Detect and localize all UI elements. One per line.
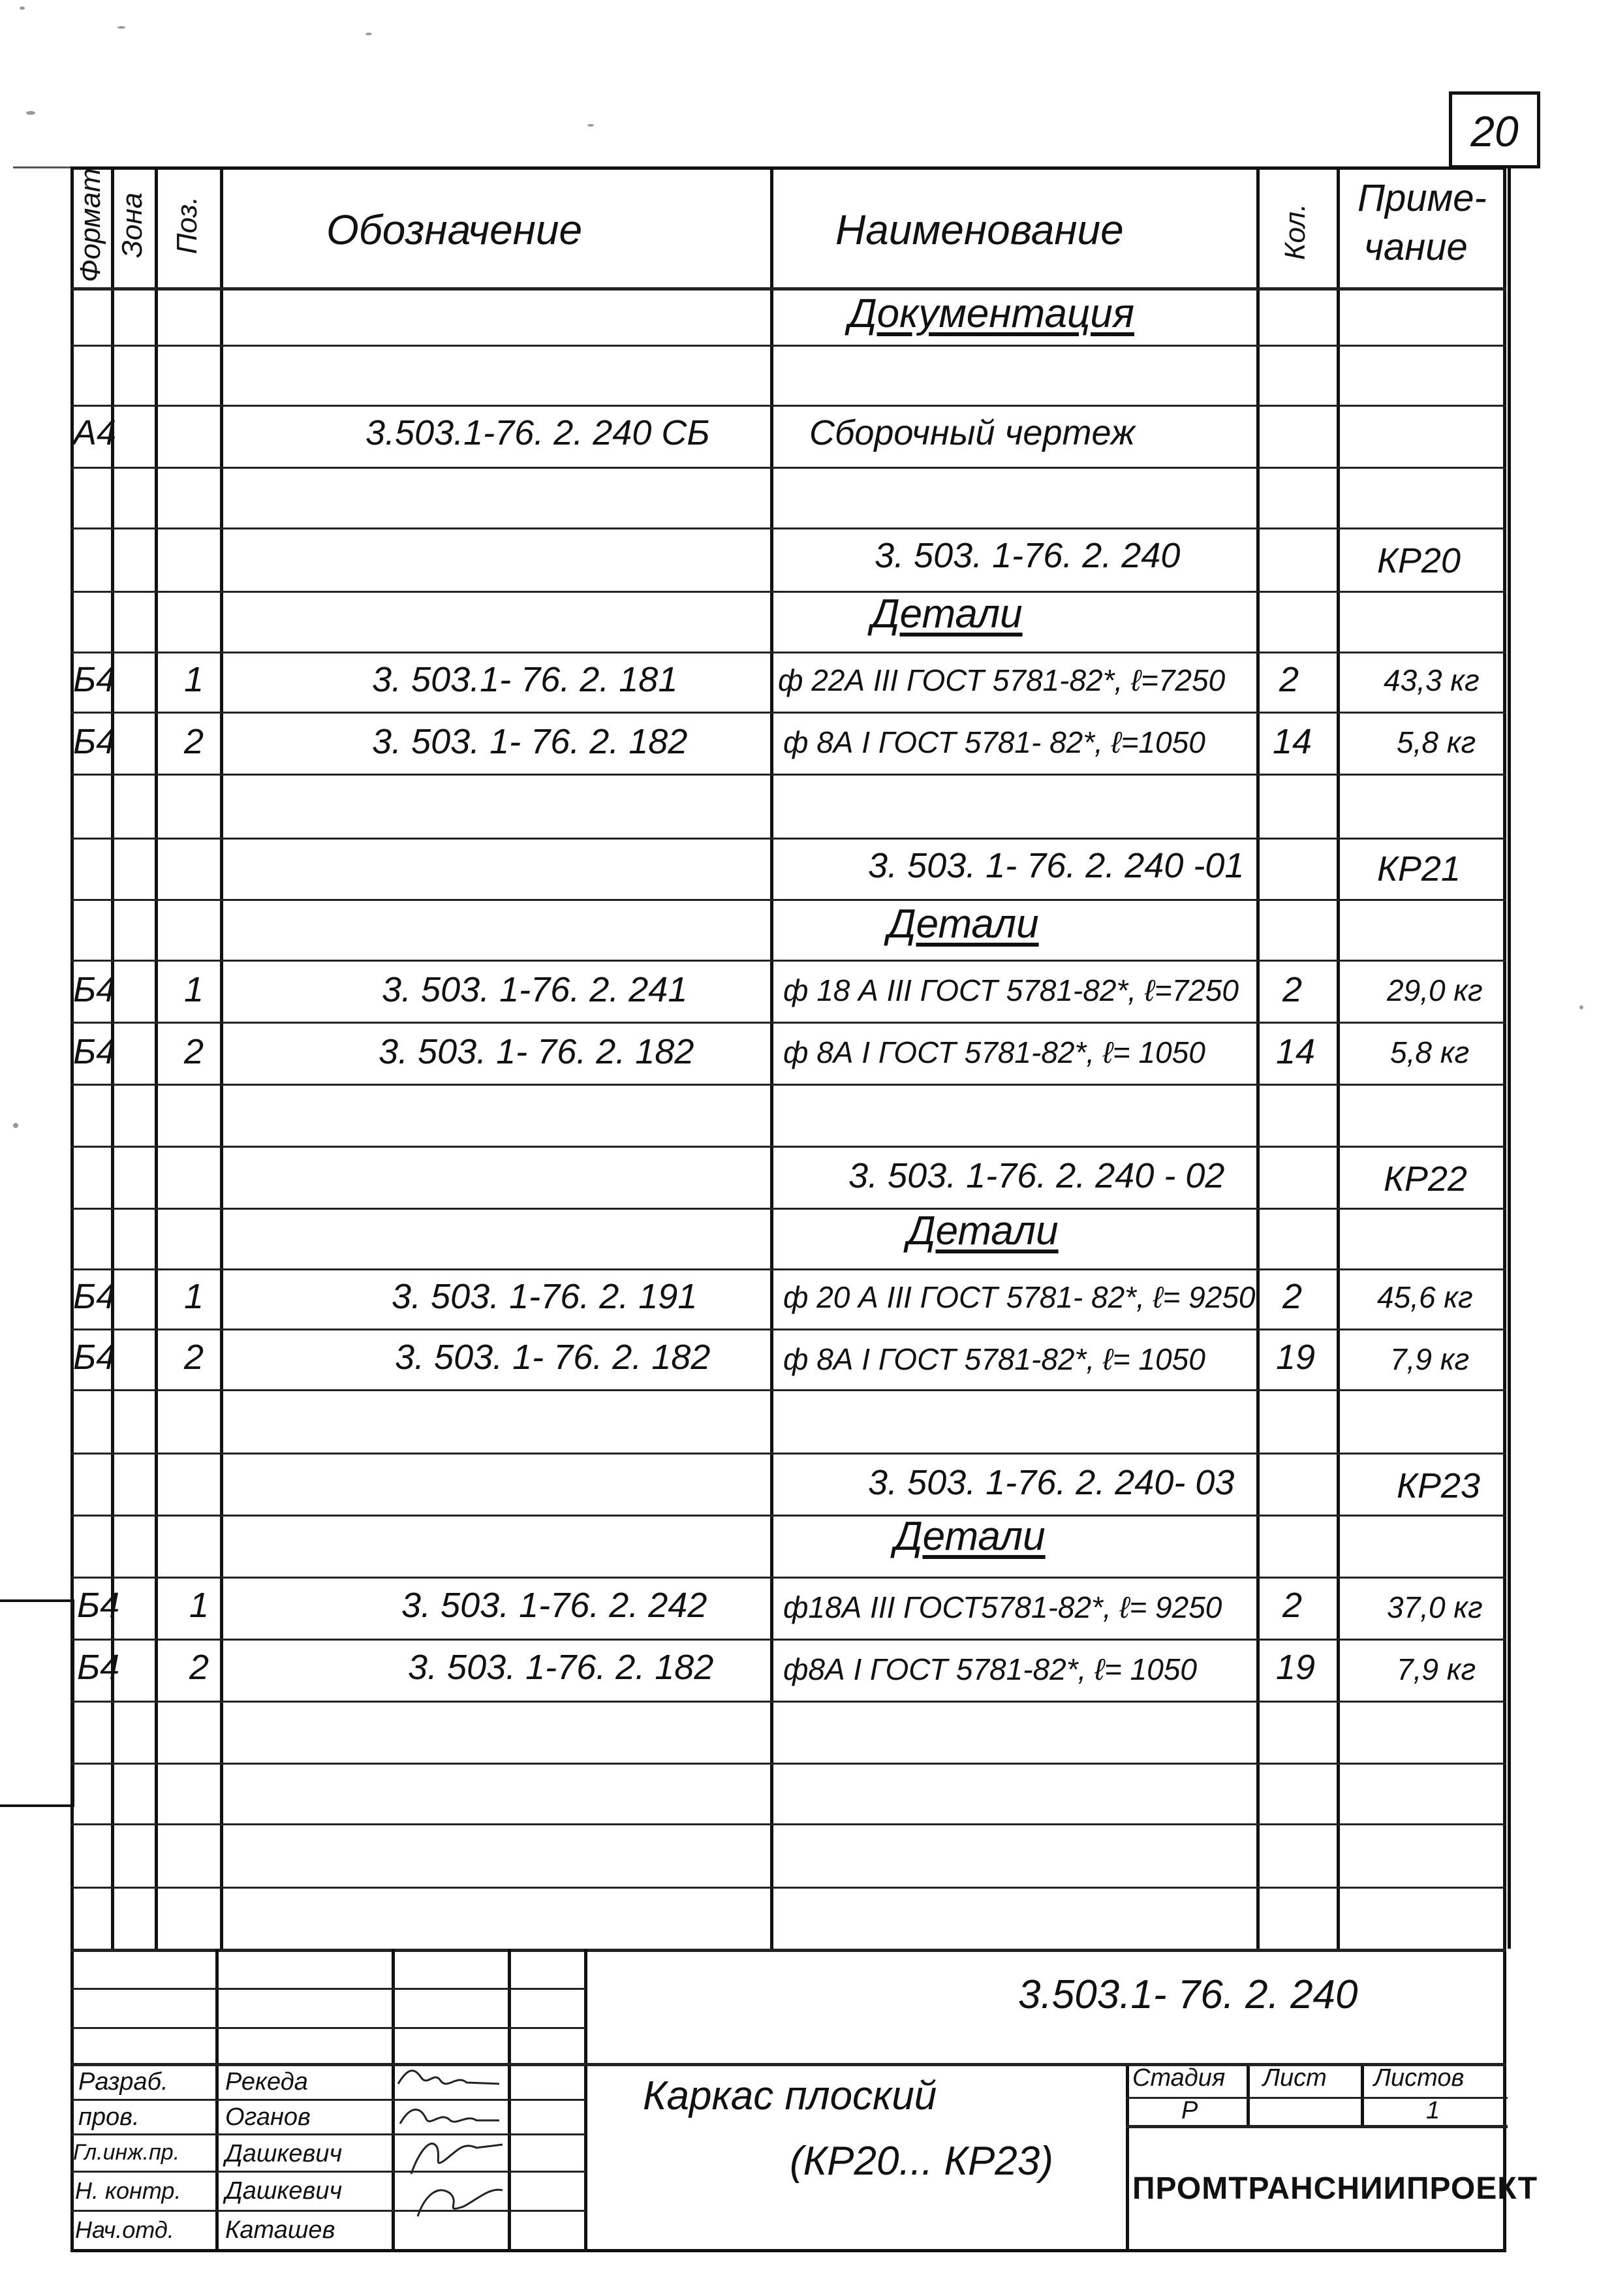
- kr21-r1-name: ф 18 А III ГОСТ 5781-82*, ℓ=7250: [783, 973, 1239, 1007]
- kr21-r1-format: Б4: [73, 970, 116, 1009]
- tb-line: [70, 2099, 586, 2101]
- tb-title-line1: Каркас плоский: [643, 2073, 937, 2118]
- tb-col-sheets: [1361, 2063, 1364, 2125]
- kr20-r1-pos: 1: [184, 660, 204, 699]
- kr21-r1-qty: 2: [1282, 970, 1303, 1009]
- kr20-r1-qty: 2: [1279, 660, 1299, 699]
- kr21-r1-designation: 3. 503. 1-76. 2. 241: [382, 970, 688, 1009]
- row-line: [70, 1453, 1506, 1455]
- kr22-r1-pos: 1: [184, 1277, 204, 1316]
- col-line-pos: [155, 166, 158, 1949]
- scan-speck: [20, 7, 25, 10]
- kr23-r1-name: ф18А III ГОСТ5781-82*, ℓ= 9250: [783, 1590, 1222, 1624]
- kr22-r1-format: Б4: [73, 1277, 116, 1316]
- kr21-details: Детали: [888, 902, 1039, 947]
- kr21-r2-note: 5,8 кг: [1390, 1035, 1470, 1069]
- row-line: [70, 899, 1506, 901]
- kr23-r2-qty: 19: [1276, 1648, 1316, 1687]
- kr20-r2-name: ф 8А I ГОСТ 5781- 82*, ℓ=1050: [783, 725, 1205, 759]
- tb-drawing-code: 3.503.1- 76. 2. 240: [1018, 1972, 1358, 2017]
- row-line: [70, 405, 1506, 407]
- row-line: [70, 527, 1506, 529]
- tb-line: [70, 2027, 586, 2029]
- doc-designation: 3.503.1-76. 2. 240 СБ: [365, 413, 710, 452]
- tb-role-3: Н. контр.: [75, 2177, 181, 2204]
- scan-speck: [13, 1123, 18, 1128]
- header-pos: Поз.: [171, 196, 203, 255]
- row-line: [70, 1329, 1506, 1330]
- doc-format: А4: [73, 413, 117, 452]
- kr23-r2-pos: 2: [189, 1648, 210, 1687]
- row-line: [70, 1022, 1506, 1024]
- kr23-r1-format: Б4: [77, 1586, 120, 1625]
- kr20-note: КР20: [1377, 541, 1461, 580]
- tb-col-stage: [1126, 2063, 1129, 2252]
- header-note-2: чание: [1364, 226, 1468, 268]
- kr20-r2-qty: 14: [1273, 722, 1312, 761]
- tb-name-4: Каташев: [225, 2216, 335, 2244]
- kr22-r2-pos: 2: [184, 1338, 204, 1377]
- tb-name-0: Рекеда: [225, 2068, 308, 2096]
- kr22-r2-note: 7,9 кг: [1390, 1342, 1470, 1376]
- row-line: [70, 1208, 1506, 1210]
- kr22-note: КР22: [1384, 1159, 1467, 1199]
- kr20-r1-format: Б4: [73, 660, 116, 699]
- tb-role-1: пров.: [78, 2103, 140, 2131]
- kr22-r2-qty: 19: [1276, 1338, 1316, 1377]
- kr20-r2-format: Б4: [73, 722, 116, 761]
- kr20-r1-name: ф 22А III ГОСТ 5781-82*, ℓ=7250: [778, 663, 1226, 697]
- row-line: [70, 652, 1506, 653]
- kr20-r2-note: 5,8 кг: [1397, 725, 1476, 759]
- tb-name-1: Оганов: [225, 2103, 311, 2131]
- kr23-r2-name: ф8А I ГОСТ 5781-82*, ℓ= 1050: [783, 1652, 1198, 1686]
- header-designation: Обозначение: [326, 206, 583, 253]
- tb-role-2: Гл.инж.пр.: [73, 2140, 180, 2165]
- tb-sheet-label: Лист: [1263, 2064, 1327, 2092]
- row-line: [70, 1084, 1506, 1086]
- kr23-r1-note: 37,0 кг: [1387, 1590, 1483, 1624]
- header-format: Формат: [74, 168, 106, 283]
- scan-speck: [117, 26, 125, 29]
- kr22-details: Детали: [907, 1208, 1059, 1253]
- signature-0: [395, 2064, 506, 2097]
- kr21-r2-name: ф 8А I ГОСТ 5781-82*, ℓ= 1050: [783, 1035, 1205, 1069]
- kr21-ref: 3. 503. 1- 76. 2. 240 -01: [868, 846, 1245, 885]
- tb-stage-label: Стадия: [1132, 2064, 1226, 2092]
- col-line-designation: [220, 166, 223, 1949]
- kr23-note: КР23: [1397, 1466, 1480, 1505]
- row-line: [70, 1268, 1506, 1270]
- kr21-r2-format: Б4: [73, 1032, 116, 1071]
- tb-role-0: Разраб.: [78, 2068, 168, 2096]
- row-line: [70, 1146, 1506, 1148]
- tb-stage-value: Р: [1181, 2097, 1198, 2124]
- kr22-r1-name: ф 20 А III ГОСТ 5781- 82*, ℓ= 9250: [783, 1280, 1256, 1314]
- kr20-r2-designation: 3. 503. 1- 76. 2. 182: [372, 722, 688, 761]
- kr22-r2-name: ф 8А I ГОСТ 5781-82*, ℓ= 1050: [783, 1342, 1205, 1376]
- tb-organization: ПРОМТРАНСНИИПРОЕКТ: [1132, 2171, 1538, 2206]
- row-line: [70, 1823, 1506, 1825]
- kr23-r1-pos: 1: [189, 1586, 210, 1625]
- col-line-note-right: [1508, 166, 1511, 1949]
- kr23-ref: 3. 503. 1-76. 2. 240- 03: [868, 1463, 1235, 1502]
- kr20-details: Детали: [871, 591, 1023, 637]
- tb-sheets-value: 1: [1426, 2097, 1440, 2124]
- row-line: [70, 838, 1506, 840]
- kr23-r2-note: 7,9 кг: [1397, 1652, 1476, 1686]
- col-line-qty: [1256, 166, 1260, 1949]
- row-line: [70, 467, 1506, 469]
- kr22-ref: 3. 503. 1-76. 2. 240 - 02: [848, 1156, 1225, 1195]
- kr23-r1-designation: 3. 503. 1-76. 2. 242: [401, 1586, 707, 1625]
- scan-speck: [587, 124, 594, 127]
- tb-sheets-label: Листов: [1374, 2064, 1465, 2092]
- kr20-r1-note: 43,3 кг: [1384, 663, 1480, 697]
- kr22-r1-note: 45,6 кг: [1377, 1280, 1473, 1314]
- tb-name-3: Дашкевич: [225, 2177, 343, 2205]
- tb-col-sheet: [1247, 2063, 1250, 2125]
- signature-3: [398, 2177, 509, 2223]
- row-line: [70, 712, 1506, 714]
- col-line-note: [1337, 166, 1340, 1949]
- kr21-r2-pos: 2: [184, 1032, 204, 1071]
- title-block-top: [70, 1949, 1506, 1952]
- header-qty: Кол.: [1279, 203, 1311, 260]
- row-line: [70, 1763, 1506, 1765]
- sheet-number: 20: [1470, 107, 1519, 155]
- row-line: [70, 1577, 1506, 1579]
- sheet-number-box: [1449, 91, 1540, 168]
- row-line: [70, 1639, 1506, 1641]
- tb-name-2: Дашкевич: [225, 2140, 343, 2167]
- section-documentation: Документация: [848, 291, 1134, 336]
- kr21-r1-pos: 1: [184, 970, 204, 1009]
- tb-line: [70, 1988, 586, 1990]
- kr23-r2-format: Б4: [77, 1648, 120, 1687]
- row-line: [70, 1389, 1506, 1391]
- row-line: [70, 960, 1506, 962]
- kr21-r2-qty: 14: [1276, 1032, 1316, 1071]
- kr20-r2-pos: 2: [184, 722, 204, 761]
- scan-speck: [365, 33, 372, 35]
- kr20-r1-designation: 3. 503.1- 76. 2. 181: [372, 660, 678, 699]
- tb-role-4: Нач.отд.: [75, 2216, 174, 2243]
- row-line: [70, 591, 1506, 593]
- kr22-r2-format: Б4: [73, 1338, 116, 1377]
- col-line-name: [770, 166, 773, 1949]
- scan-speck: [26, 111, 35, 115]
- kr22-r1-designation: 3. 503. 1-76. 2. 191: [392, 1277, 698, 1316]
- kr23-r2-designation: 3. 503. 1-76. 2. 182: [408, 1648, 714, 1687]
- kr23-details: Детали: [894, 1514, 1046, 1559]
- kr20-ref: 3. 503. 1-76. 2. 240: [875, 536, 1181, 575]
- kr21-note: КР21: [1377, 849, 1461, 889]
- row-line: [70, 345, 1506, 347]
- row-line: [70, 1887, 1506, 1889]
- row-line: [70, 774, 1506, 776]
- kr21-r2-designation: 3. 503. 1- 76. 2. 182: [379, 1032, 694, 1071]
- tb-line: [1126, 2125, 1508, 2128]
- row-line: [70, 1515, 1506, 1517]
- kr23-r1-qty: 2: [1282, 1586, 1303, 1625]
- kr22-r2-designation: 3. 503. 1- 76. 2. 182: [395, 1338, 711, 1377]
- kr22-r1-qty: 2: [1282, 1277, 1303, 1316]
- kr21-r1-note: 29,0 кг: [1387, 973, 1483, 1007]
- doc-name: Сборочный чертеж: [809, 413, 1136, 452]
- binding-strip: [0, 1599, 74, 1807]
- signature-2: [398, 2128, 509, 2177]
- header-note-1: Приме-: [1358, 177, 1487, 219]
- header-name: Наименование: [835, 206, 1124, 253]
- header-zone: Зона: [116, 192, 148, 259]
- scan-speck: [1579, 1005, 1583, 1009]
- row-line: [70, 1701, 1506, 1703]
- tb-title-line2: (КР20... КР23): [790, 2139, 1053, 2184]
